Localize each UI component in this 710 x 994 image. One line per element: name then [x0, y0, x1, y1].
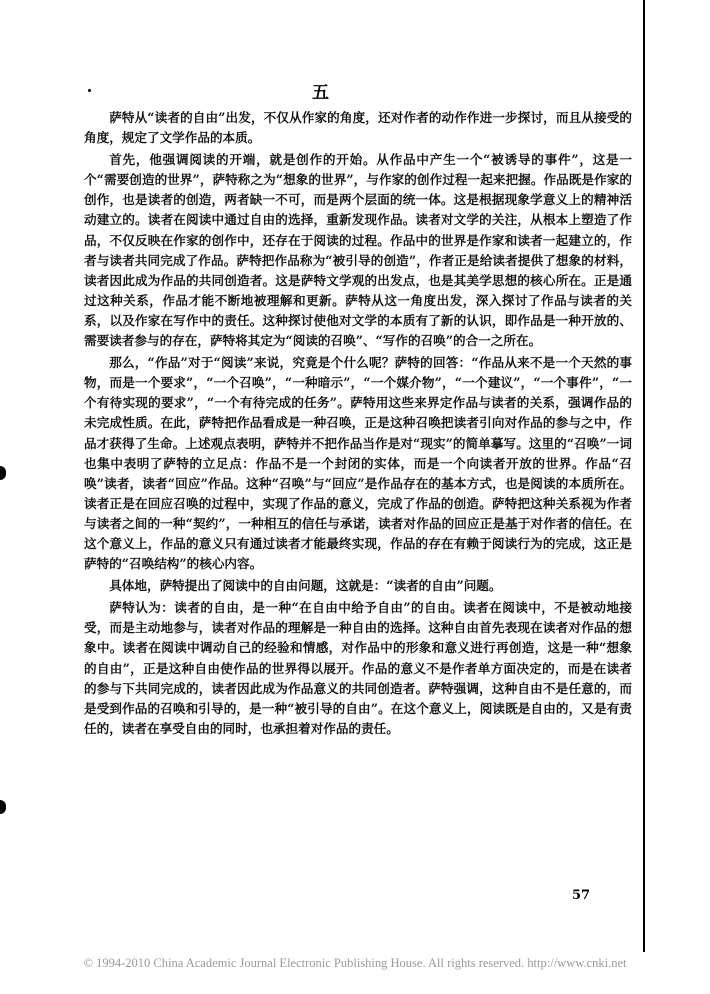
paragraph-5: 萨特认为：读者的自由，是一种“在自由中给予自由”的自由。读者在阅读中，不是被动地接受，而是主动地参与，读者对作品的理解是一种自由的选择。这种自由首先表现在读者对作品的想象中。读者在阅读中调动自己的经验和情感，对作品中的形象和意义进行再创造，这是一种“想象的自由”，正是这种自由使作品的世界得以展开。作品的意义不是作者单方面决定的，而是在读者的参与下共同完成的，读者因此成为作品意义的共同创造者。萨特强调，这种自由不是任意的，而是受到作品的召唤和引导的，是一种“被引导的自由”。在这个意义上，阅读既是自由的，又是有责任的，读者在享受自由的同时，也承担着对作品的责任。: [84, 600, 632, 736]
scan-dot: [88, 89, 91, 92]
paragraph-4: 具体地，萨特提出了阅读中的自由问题，这就是：“读者的自由”问题。: [109, 578, 502, 594]
page-number: 57: [572, 888, 591, 903]
paragraph-2: 首先，他强调阅读的开端，就是创作的开始。从作品中产生一个“被诱导的事件”，这是一个“需要创造的世界”，萨特称之为“想象的世界”，与作家的创作过程一起来把握。作品既是作家的创作，也是读者的创造，两者缺一不可，而是两个层面的统一体。这是根据现象学意义上的精神活动建立的。读者在阅读中通过自由的选择，重新发现作品。读者对文学的关注，从根本上塑造了作品，不仅反映在作家的创作中，还存在于阅读的过程。作品中的世界是作家和读者一起建立的，作者与读者共同完成了作品。萨特把作品称为“被引导的创造”，作者正是给读者提供了想象的材料，读者因此成为作品的共同创造者。这是萨特文学观的出发点，也是其美学思想的核心所在。正是通过这种关系，作品才能不断地被理解和更新。萨特从这一角度出发，深入探讨了作品与读者的关系，以及作家在写作中的责任。这种探讨使他对文学的本质有了新的认识，即作品是一种开放的、需要读者参与的存在，萨特将其定为“阅读的召唤”、“写作的召唤”的合一之所在。: [84, 152, 632, 349]
paragraph-1: 萨特从“读者的自由”出发，不仅从作家的角度，还对作者的动作作进一步探讨，而且从接受的角度，规定了文学作品的本质。: [84, 110, 632, 146]
margin-rule: [643, 0, 645, 952]
article-body: [84, 108, 632, 739]
binding-marker-upper: [0, 466, 6, 480]
binding-marker-lower: [0, 800, 6, 814]
copyright-footer: © 1994-2010 China Academic Journal Electronic Publishing House. All rights reserved. http://www.cnki.net: [83, 956, 627, 970]
section-heading: 五: [312, 83, 330, 103]
paragraph-3: 那么，“作品”对于“阅读”来说，究竟是个什么呢？萨特的回答：“作品从来不是一个天然的事物，而是一个要求”，“一个召唤”，“一种暗示”，“一个媒介物”，“一个建议”，“一个事件”，“一个有待实现的要求”，“一个有待完成的任务”。萨特用这些来界定作品与读者的关系，强调作品的未完成性质。在此，萨特把作品看成是一种召唤，正是这种召唤把读者引向对作品的参与之中，作品才获得了生命。上述观点表明，萨特并不把作品当作是对“现实”的简单摹写。这里的“召唤”一词也集中表明了萨特的立足点：作品不是一个封闭的实体，而是一个向读者开放的世界。作品“召唤”读者，读者“回应”作品。这种“召唤”与“回应”是作品存在的基本方式，也是阅读的本质所在。读者正是在回应召唤的过程中，实现了作品的意义，完成了作品的创造。萨特把这种关系视为作者与读者之间的一种“契约”，一种相互的信任与承诺，读者对作品的回应正是基于对作者的信任。在这个意义上，作品的意义只有通过读者才能最终实现，作品的存在有赖于阅读行为的完成，这正是萨特的“召唤结构”的核心内容。: [84, 355, 632, 572]
